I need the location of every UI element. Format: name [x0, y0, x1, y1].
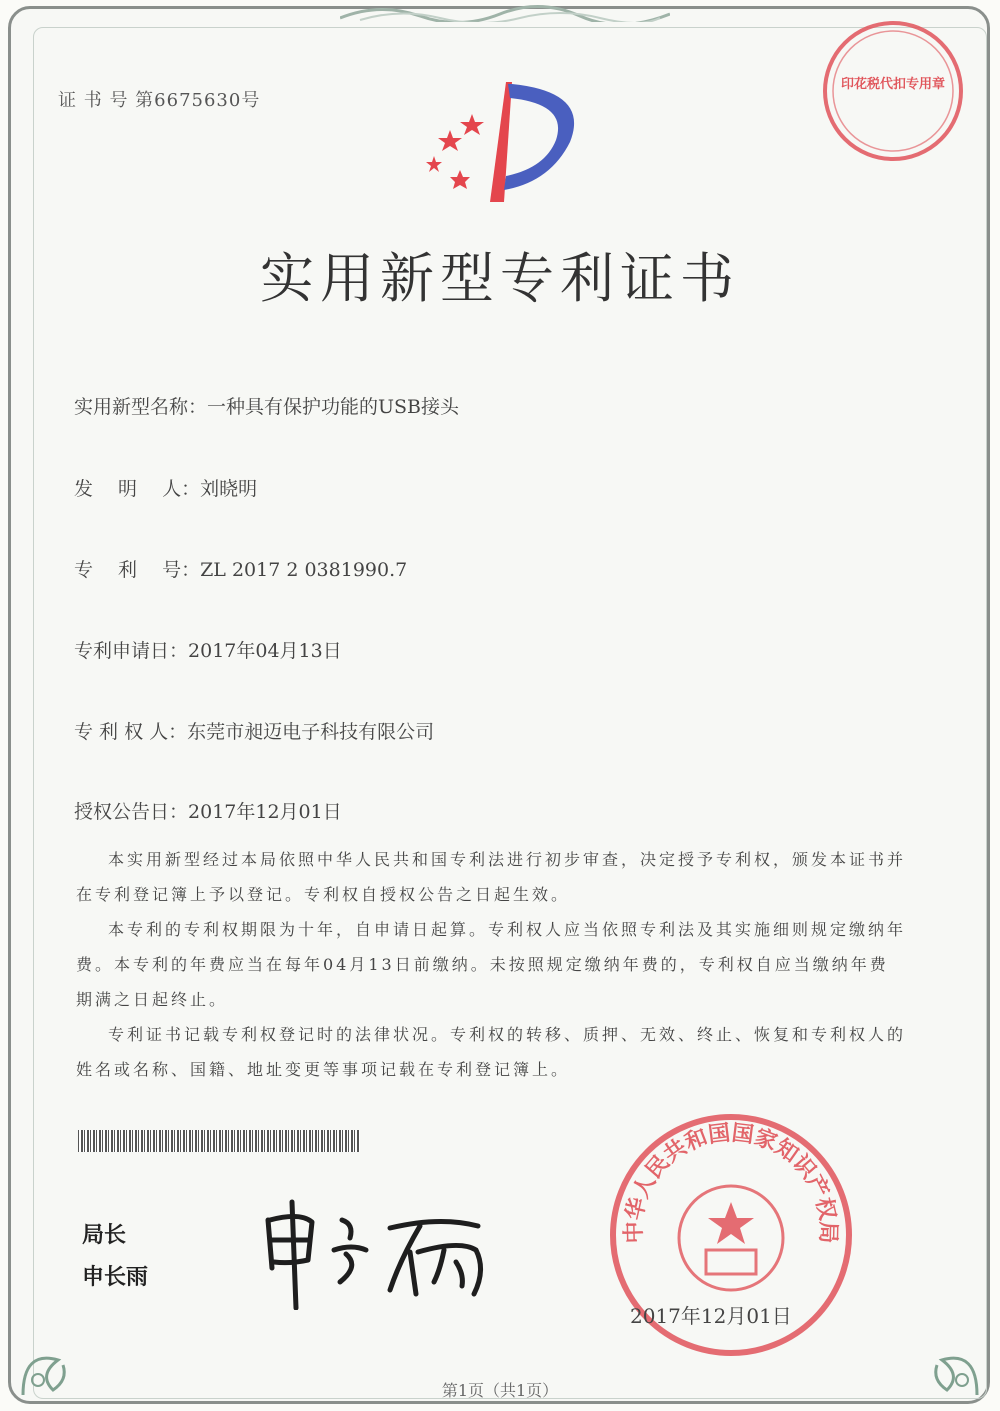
inventor-label: 发 明 人：	[74, 478, 201, 500]
director-title: 局长	[82, 1223, 127, 1248]
patent-number-field	[74, 555, 407, 582]
director-signature	[250, 1190, 510, 1310]
seal-date: 2017年12月01日	[630, 1304, 792, 1328]
patentee-field	[74, 717, 434, 744]
seal-text: 中华人民共和国国家知识产权局	[621, 1120, 841, 1244]
application-date-label: 专利申请日：	[74, 640, 189, 662]
grant-date-field	[74, 797, 342, 824]
director-name: 申长雨	[82, 1265, 149, 1290]
patent-number-label: 专 利 号：	[74, 559, 201, 581]
inventor-field	[74, 474, 257, 501]
page-number: 第1页（共1页）	[441, 1381, 559, 1400]
patentee-value: 东莞市昶迈电子科技有限公司	[187, 721, 435, 743]
stamp-duty-seal	[818, 16, 968, 166]
barcode	[78, 1130, 360, 1152]
grant-date-label: 授权公告日：	[74, 801, 189, 823]
certificate-title: 实用新型专利证书	[260, 247, 740, 310]
body-paragraph: 本专利的专利权期限为十年，自申请日起算。专利权人应当依照专利法及其实施细则规定缴纳年费。本专利的年费应当在每年04月13日前缴纳。未按照规定缴纳年费的，专利权自应当缴纳年费期满之日起终止。	[76, 920, 907, 1009]
body-paragraph: 专利证书记载专利权登记时的法律状况。专利权的转移、质押、无效、终止、恢复和专利权人的姓名或名称、国籍、地址变更等事项记载在专利登记簿上。	[76, 1025, 907, 1079]
patent-office-logo-icon	[420, 72, 600, 212]
certificate-body-text	[76, 842, 906, 1087]
application-date-value: 2017年04月13日	[188, 640, 342, 662]
small-seal-text: 印花税代扣专用章	[840, 77, 946, 92]
inventor-value: 刘晓明	[200, 478, 258, 500]
grant-date-value: 2017年12月01日	[188, 801, 342, 823]
patentee-label: 专 利 权 人：	[74, 721, 188, 743]
patent-number-value: ZL 2017 2 0381990.7	[200, 559, 408, 581]
body-paragraph: 本实用新型经过本局依照中华人民共和国专利法进行初步审查，决定授予专利权，颁发本证书并在专利登记簿上予以登记。专利权自授权公告之日起生效。	[76, 850, 907, 904]
certificate-number: 证 书 号 第6675630号	[58, 90, 261, 111]
utility-model-name-field	[74, 392, 459, 419]
application-date-field	[74, 636, 342, 663]
utility-model-name-value: 一种具有保护功能的USB接头	[207, 396, 460, 418]
utility-model-name-label: 实用新型名称：	[74, 396, 208, 418]
top-ornament-icon	[340, 0, 670, 22]
